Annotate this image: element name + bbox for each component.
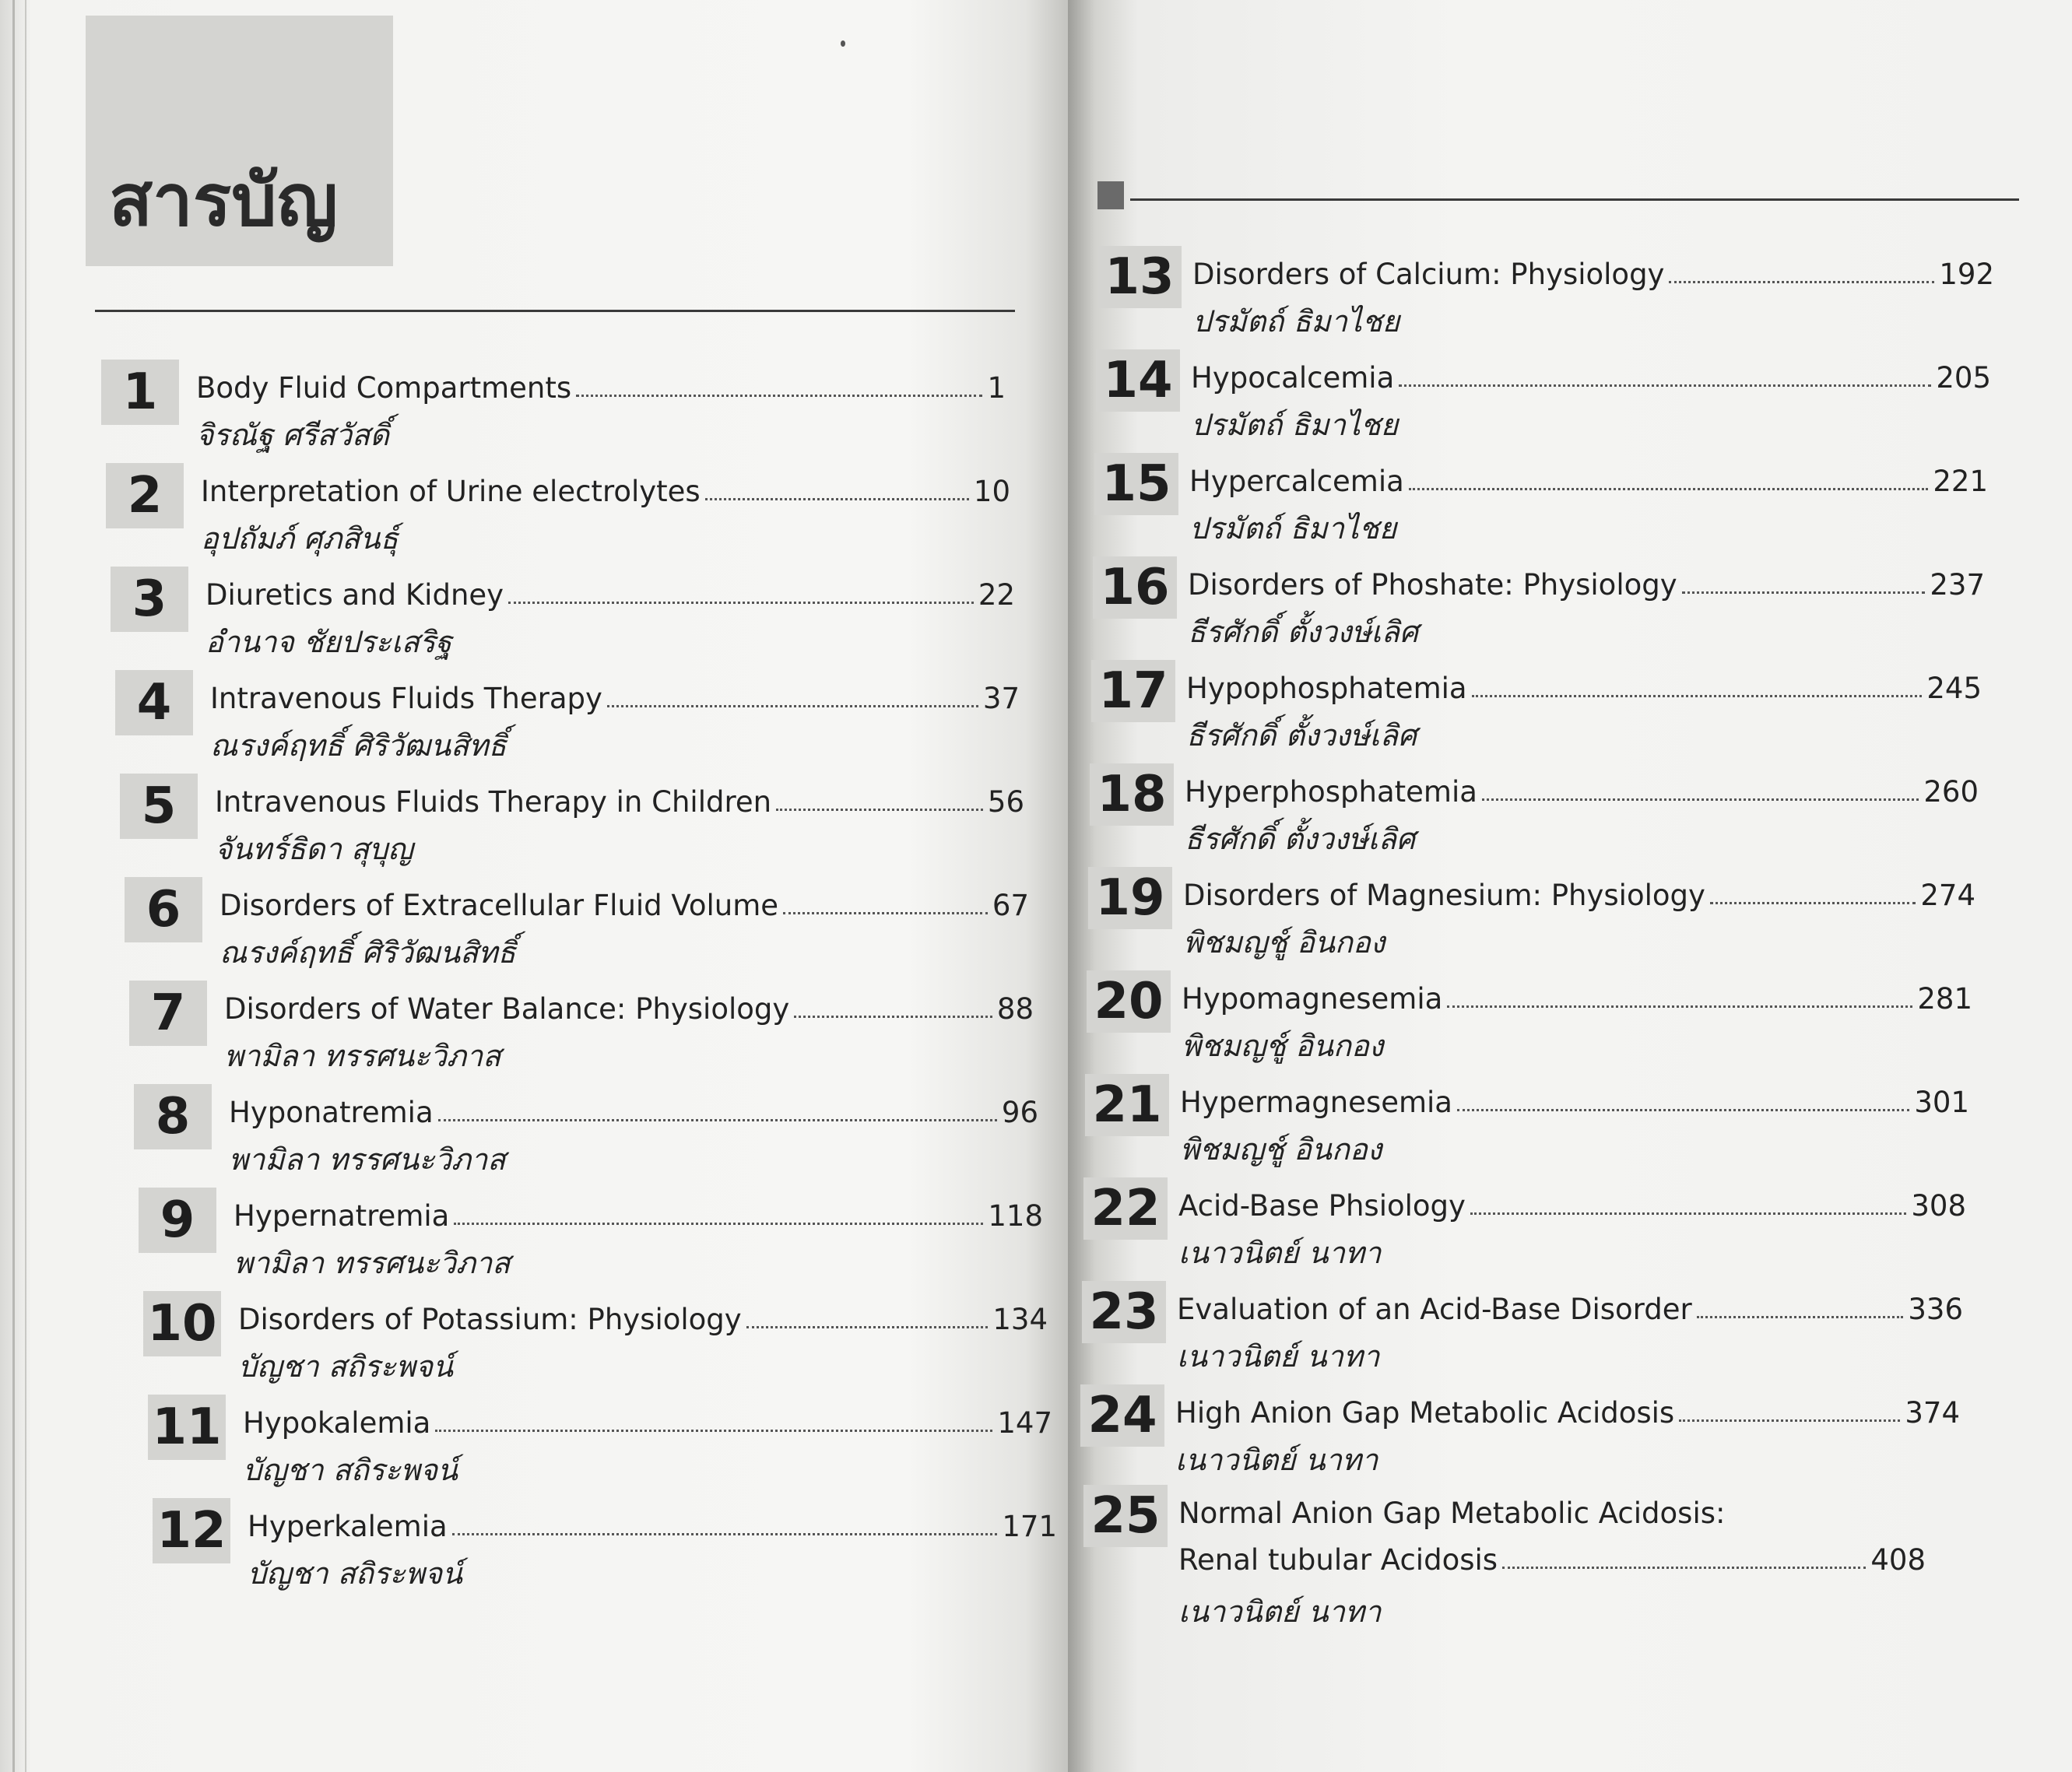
chapter-title-line	[201, 466, 1010, 508]
chapter-number: 1	[101, 360, 179, 425]
page-number: 96	[1001, 1096, 1038, 1129]
chapter-author: ธีรศักดิ์ ตั้งวงษ์เลิศ	[1188, 615, 1419, 649]
chapter-number: 16	[1093, 556, 1177, 619]
chapter-author: ณรงค์ฤทธิ์ ศิริวัฒนสิทธิ์	[210, 728, 507, 763]
chapter-number: 24	[1080, 1384, 1164, 1447]
chapter-author: พามิลา ทรรศนะวิภาส	[234, 1246, 511, 1280]
chapter-title-line	[1182, 974, 1972, 1016]
chapter-title-line	[1186, 663, 1982, 705]
chapter-number: 17	[1091, 660, 1175, 722]
chapter-number: 6	[125, 877, 202, 942]
chapter-number: 14	[1096, 349, 1180, 412]
chapter-title: Hypercalcemia	[1189, 465, 1404, 498]
leader-dots	[1409, 488, 1929, 490]
chapter-title: High Anion Gap Metabolic Acidosis	[1175, 1396, 1675, 1430]
chapter-title: Hyperkalemia	[248, 1510, 448, 1543]
leader-dots	[1447, 1005, 1912, 1008]
chapter-title-line	[229, 1087, 1038, 1129]
chapter-title: Disorders of Phoshate: Physiology	[1188, 568, 1677, 602]
chapter-author: พิชมญชู์ อินกอง	[1182, 1029, 1384, 1063]
chapter-title-line	[1189, 456, 1988, 498]
chapter-author: บัญชา สถิระพจน์	[238, 1349, 454, 1384]
chapter-title-line	[1175, 1388, 1960, 1430]
chapter-title: Normal Anion Gap Metabolic Acidosis:	[1178, 1497, 1726, 1530]
leader-dots	[438, 1119, 997, 1121]
chapter-number: 3	[111, 567, 188, 632]
chapter-title-line	[215, 777, 1024, 819]
chapter-title: Disorders of Potassium: Physiology	[238, 1303, 742, 1336]
page-number: 118	[988, 1199, 1043, 1233]
leader-dots	[1697, 1316, 1904, 1318]
page-number: 88	[996, 992, 1034, 1026]
page-number: 308	[1911, 1189, 1966, 1223]
chapter-title: Disorders of Calcium: Physiology	[1192, 258, 1665, 291]
page-edge-line	[25, 0, 26, 1772]
page-number: 237	[1930, 568, 1985, 602]
chapter-title-line	[196, 363, 1006, 405]
chapter-title-line	[234, 1191, 1043, 1233]
leader-dots	[746, 1326, 989, 1328]
page-number: 274	[1920, 879, 1975, 912]
chapter-author: เนาวนิตย์ นาทา	[1177, 1339, 1380, 1374]
chapter-title: Disorders of Water Balance: Physiology	[224, 992, 790, 1026]
chapter-title: Disorders of Extracellular Fluid Volume	[219, 889, 779, 922]
page-number: 281	[1917, 982, 1972, 1016]
chapter-number: 22	[1083, 1177, 1168, 1240]
page-number: 336	[1908, 1293, 1963, 1326]
chapter-author: บัญชา สถิระพจน์	[248, 1556, 463, 1591]
chapter-author: จิรณัฐ ศรีสวัสดิ์	[196, 418, 389, 452]
chapter-title-line	[1191, 353, 1991, 395]
chapter-title: Hypophosphatemia	[1186, 672, 1467, 705]
chapter-author: ณรงค์ฤทธิ์ ศิริวัฒนสิทธิ์	[219, 935, 516, 970]
chapter-number: 10	[143, 1291, 221, 1356]
chapter-author: พิชมญชู์ อินกอง	[1180, 1132, 1382, 1167]
page-number: 245	[1926, 672, 1982, 705]
chapter-title: Hyponatremia	[229, 1096, 434, 1129]
page-number: 67	[992, 889, 1029, 922]
page-number: 192	[1939, 258, 1994, 291]
chapter-title-line	[1192, 249, 1994, 291]
chapter-number: 5	[120, 774, 198, 839]
chapter-title-line	[224, 984, 1034, 1026]
chapter-title-line	[238, 1294, 1048, 1336]
chapter-author: ปรมัตถ์ ธิมาไชย	[1191, 408, 1399, 442]
chapter-title: Hypermagnesemia	[1180, 1086, 1452, 1119]
chapter-title-line	[1177, 1284, 1963, 1326]
leader-dots	[1682, 591, 1926, 594]
leader-dots	[576, 395, 982, 397]
chapter-title: Disorders of Magnesium: Physiology	[1183, 879, 1705, 912]
chapter-author: ธีรศักดิ์ ตั้งวงษ์เลิศ	[1185, 822, 1416, 856]
chapter-title: Interpretation of Urine electrolytes	[201, 475, 701, 508]
chapter-number: 18	[1090, 763, 1174, 826]
chapter-title-line	[1185, 767, 1979, 809]
page-number: 134	[992, 1303, 1048, 1336]
chapter-title: Renal tubular Acidosis	[1178, 1543, 1498, 1577]
chapter-title: Hyperphosphatemia	[1185, 775, 1477, 809]
chapter-title: Hypernatremia	[234, 1199, 450, 1233]
page-number: 56	[987, 785, 1024, 819]
page-number: 205	[1936, 361, 1991, 395]
page-number: 260	[1923, 775, 1979, 809]
chapter-number: 8	[134, 1084, 212, 1149]
chapter-number: 4	[115, 670, 193, 735]
leader-dots	[1710, 902, 1916, 904]
leader-dots	[776, 809, 983, 811]
chapter-title: Evaluation of an Acid-Base Disorder	[1177, 1293, 1692, 1326]
chapter-title-line	[243, 1398, 1052, 1440]
page-number: 171	[1002, 1510, 1057, 1543]
chapter-number: 25	[1083, 1485, 1168, 1547]
chapter-title-line1	[1178, 1488, 1726, 1530]
page-number: 22	[978, 578, 1015, 612]
chapter-author: ปรมัตถ์ ธิมาไชย	[1192, 304, 1400, 339]
chapter-title-line	[219, 880, 1029, 922]
chapter-title-line	[1178, 1181, 1966, 1223]
chapter-author: บัญชา สถิระพจน์	[243, 1453, 458, 1487]
chapter-number: 9	[139, 1188, 216, 1253]
chapter-title-line2	[1178, 1535, 1926, 1577]
chapter-number: 20	[1087, 970, 1171, 1033]
chapter-title: Hypocalcemia	[1191, 361, 1395, 395]
chapter-title: Intravenous Fluids Therapy	[210, 682, 602, 715]
chapter-title-line	[1183, 870, 1975, 912]
chapter-number: 7	[129, 981, 207, 1046]
chapter-number: 11	[148, 1395, 226, 1460]
page-number: 408	[1870, 1543, 1926, 1577]
chapter-author: พามิลา ทรรศนะวิภาส	[229, 1142, 506, 1177]
chapter-author: ปรมัตถ์ ธิมาไชย	[1189, 511, 1397, 546]
print-speck	[841, 40, 845, 47]
leader-dots	[1482, 798, 1919, 801]
chapter-title-line	[205, 570, 1015, 612]
chapter-title-line	[210, 673, 1020, 715]
leader-dots	[452, 1533, 998, 1535]
leader-dots	[454, 1223, 983, 1225]
page-number: 10	[973, 475, 1010, 508]
chapter-author: อุปถัมภ์ ศุภสินธุ์	[201, 521, 399, 556]
chapter-number: 2	[106, 463, 184, 528]
title-rule	[95, 310, 1015, 312]
page-number: 301	[1914, 1086, 1969, 1119]
chapter-author: เนาวนิตย์ นาทา	[1178, 1236, 1382, 1270]
chapter-title: Hypokalemia	[243, 1406, 431, 1440]
chapter-author: ธีรศักดิ์ ตั้งวงษ์เลิศ	[1186, 718, 1417, 753]
leader-dots	[1470, 1212, 1906, 1215]
chapter-title: Body Fluid Compartments	[196, 371, 572, 405]
chapter-title-line	[1180, 1077, 1969, 1119]
chapter-author: พามิลา ทรรศนะวิภาส	[224, 1039, 501, 1073]
chapter-number: 19	[1088, 867, 1172, 929]
chapter-author: เนาวนิตย์ นาทา	[1178, 1595, 1382, 1629]
chapter-author: อำนาจ ชัยประเสริฐ	[205, 625, 452, 659]
page-number: 221	[1933, 465, 1988, 498]
chapter-author: เนาวนิตย์ นาทา	[1175, 1443, 1378, 1477]
chapter-author: จันทร์ธิดา สุบุญ	[215, 832, 413, 866]
page-number: 374	[1905, 1396, 1960, 1430]
page-edge-line	[12, 0, 15, 1772]
header-rule	[1130, 198, 2019, 201]
chapter-number: 21	[1085, 1074, 1169, 1136]
leader-dots	[783, 912, 988, 914]
leader-dots	[1679, 1419, 1900, 1422]
page-number: 147	[997, 1406, 1052, 1440]
leader-dots	[1502, 1567, 1866, 1569]
page-number: 37	[982, 682, 1020, 715]
chapter-title-line	[248, 1501, 1057, 1543]
leader-dots	[705, 498, 969, 500]
leader-dots	[794, 1016, 992, 1018]
chapter-title: Diuretics and Kidney	[205, 578, 504, 612]
leader-dots	[1669, 281, 1934, 283]
chapter-title: Hypomagnesemia	[1182, 982, 1443, 1016]
page-number: 1	[987, 371, 1006, 405]
chapter-number: 13	[1097, 246, 1182, 308]
chapter-title: Intravenous Fluids Therapy in Children	[215, 785, 772, 819]
chapter-title-line	[1188, 560, 1985, 602]
leader-dots	[1457, 1109, 1909, 1111]
leader-dots	[607, 705, 978, 707]
chapter-title: Acid-Base Phsiology	[1178, 1189, 1466, 1223]
page-title: สารบัญ	[109, 159, 339, 242]
chapter-number: 23	[1082, 1281, 1166, 1343]
leader-dots	[435, 1430, 992, 1432]
leader-dots	[508, 602, 974, 604]
rule-marker	[1097, 181, 1124, 209]
leader-dots	[1399, 384, 1931, 387]
leader-dots	[1472, 695, 1923, 697]
chapter-number: 12	[153, 1498, 230, 1563]
chapter-author: พิชมญชู์ อินกอง	[1183, 925, 1385, 960]
chapter-number: 15	[1094, 453, 1178, 515]
